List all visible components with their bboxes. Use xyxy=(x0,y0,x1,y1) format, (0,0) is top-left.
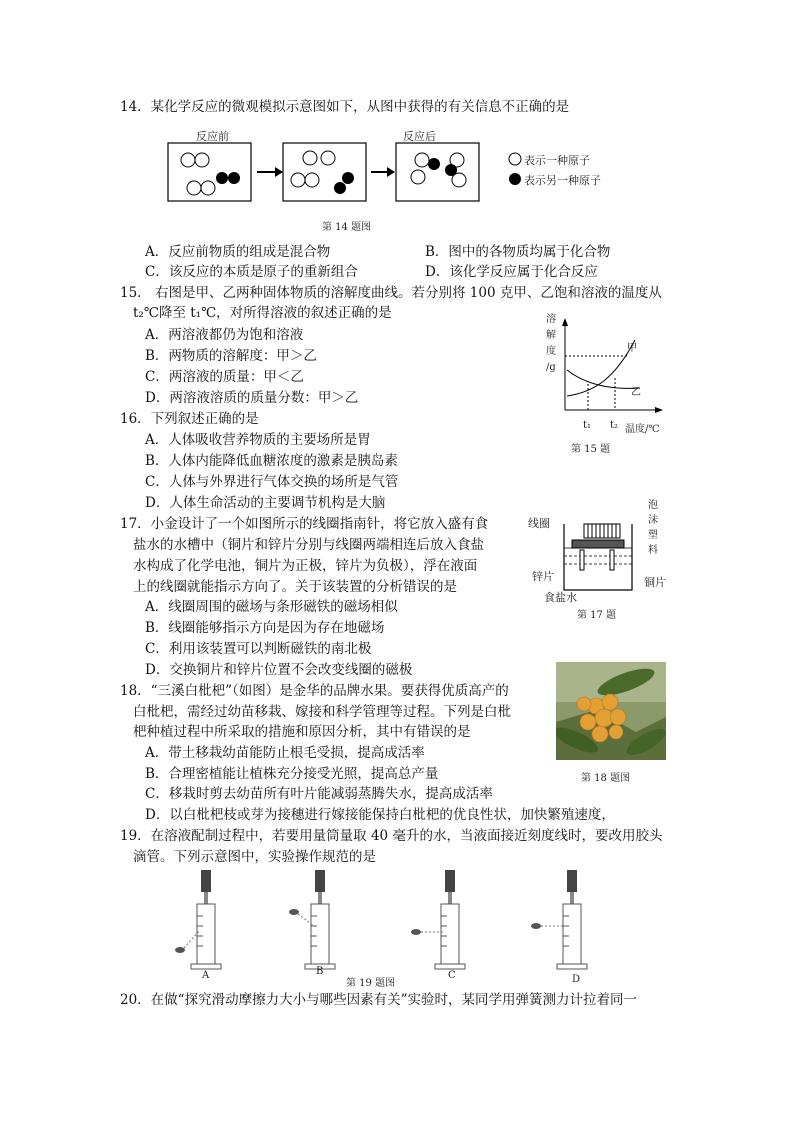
q15-curve-jia-label: 甲 xyxy=(627,343,637,354)
q16-opt-d: D．人体生命活动的主要调节机构是大脑 xyxy=(145,495,386,511)
q17-stem-3: 水构成了化学电池，铜片为正极，锌片为负极），浮在液面 xyxy=(133,558,478,574)
q14-legend1: 表示一种原子 xyxy=(524,154,590,167)
q15-opt-b: B．两物质的溶解度：甲＞乙 xyxy=(145,348,317,364)
q17-opt-c: C．利用该装置可以判断磁铁的南北极 xyxy=(145,641,372,657)
q15-ylabel-3: /g xyxy=(546,362,556,373)
q15-stem-1: 15. 右图是甲、乙两种固体物质的溶解度曲线。若分别将 100 克甲、乙饱和溶液的温度从 xyxy=(120,285,662,301)
q17-caption: 第 17 题 xyxy=(577,610,617,621)
q15-xlabel: 温度/℃ xyxy=(625,424,660,435)
q19-label-c: C xyxy=(448,970,456,981)
q17-label-coil: 线圈 xyxy=(528,517,550,530)
q15-tick-t2: t₂ xyxy=(610,420,619,431)
q16-opt-a: A．人体吸收营养物质的主要场所是胃 xyxy=(145,432,371,448)
q17-label-foam-0: 泡 xyxy=(648,500,658,511)
q17-coil-compass-diagram xyxy=(560,518,640,598)
q15-opt-a: A．两溶液都仍为饱和溶液 xyxy=(145,327,304,343)
q15-stem-2: t₂℃降至 t₁℃，对所得溶液的叙述正确的是 xyxy=(133,305,392,321)
q14-opt-d: D．该化学反应属于化合反应 xyxy=(425,264,598,280)
q17-opt-b: B．线圈能够指示方向是因为存在地磁场 xyxy=(145,620,385,636)
q15-opt-d: D．两溶液溶质的质量分数：甲＞乙 xyxy=(145,390,359,406)
q15-tick-t1: t₁ xyxy=(583,420,592,431)
q18-opt-d: D．以白枇杷枝或芽为接穗进行嫁接能保持白枇杷的优良性状，加快繁殖速度， xyxy=(145,807,615,823)
q16-opt-b: B．人体内能降低血糖浓度的激素是胰岛素 xyxy=(145,453,398,469)
q14-opt-a: A．反应前物质的组成是混合物 xyxy=(145,244,331,260)
q17-opt-d: D．交换铜片和锌片位置不会改变线圈的磁极 xyxy=(145,662,413,678)
q14-opt-c: C．该反应的本质是原子的重新组合 xyxy=(145,264,358,280)
q14-reaction-diagram xyxy=(165,140,510,206)
q18-stem-2: 白枇杷，需经过幼苗移栽、嫁接和科学管理等过程。下列是白枇 xyxy=(133,704,511,720)
q17-label-foam-2: 塑 xyxy=(648,530,658,541)
q18-opt-c: C．移栽时剪去幼苗所有叶片能减弱蒸腾失水，提高成活率 xyxy=(145,786,493,802)
q19-caption: 第 19 题图 xyxy=(346,978,396,989)
q20-stem: 20．在做“探究滑动摩擦力大小与哪些因素有关”实验时，某同学用弹簧测力计拉着同一 xyxy=(120,992,637,1008)
q14-legend-white-atom-icon xyxy=(508,152,522,166)
q19-stem-1: 19．在溶液配制过程中，若要用量筒量取 40 毫升的水，当液面接近刻度线时，要改用胶头 xyxy=(120,828,663,844)
q17-label-foam-3: 料 xyxy=(648,545,658,556)
q17-label-foam-1: 沫 xyxy=(648,515,658,526)
q19-label-d: D xyxy=(572,974,581,985)
q15-ylabel-2: 度 xyxy=(546,346,556,357)
q19-stem-2: 滴管。下列示意图中，实验操作规范的是 xyxy=(133,849,376,865)
q15-solubility-chart xyxy=(555,318,665,418)
q17-stem-2: 盐水的水槽中（铜片和锌片分别与线圈两端相连后放入食盐 xyxy=(133,537,484,553)
q18-stem-1: 18．“三溪白枇杷”（如图）是金华的品牌水果。要获得优质高产的 xyxy=(120,683,509,699)
q17-stem-1: 17．小金设计了一个如图所示的线圈指南针，将它放入盛有食 xyxy=(120,516,489,532)
q16-opt-c: C．人体与外界进行气体交换的场所是气管 xyxy=(145,474,399,490)
q15-opt-c: C．两溶液的质量：甲＜乙 xyxy=(145,369,304,385)
q15-ylabel-0: 溶 xyxy=(546,314,556,325)
q14-opt-b: B．图中的各物质均属于化合物 xyxy=(425,244,611,260)
q17-opt-a: A．线圈周围的磁场与条形磁铁的磁场相似 xyxy=(145,599,398,615)
q17-label-copper: 铜片 xyxy=(644,576,666,589)
q17-label-foam xyxy=(648,498,658,558)
q19-label-a: A xyxy=(202,970,210,981)
q18-loquat-photo xyxy=(556,662,666,760)
q15-ylabel-1: 解 xyxy=(546,330,556,341)
q18-opt-b: B．合理密植能让植株充分接受光照，提高总产量 xyxy=(145,766,439,782)
q18-stem-3: 杷种植过程中所采取的措施和原因分析，其中有错误的是 xyxy=(133,724,471,740)
q14-label-after: 反应后 xyxy=(403,130,436,143)
q15-caption: 第 15 题 xyxy=(571,444,611,455)
q17-label-zinc: 锌片 xyxy=(532,570,554,583)
q14-legend-black-atom-icon xyxy=(508,172,522,186)
q15-curve-yi-label: 乙 xyxy=(631,387,641,398)
q18-opt-a: A．带土移栽幼苗能防止根毛受损，提高成活率 xyxy=(145,745,425,761)
q17-label-salt: 食盐水 xyxy=(544,591,577,604)
q14-stem: 14．某化学反应的微观模拟示意图如下，从图中获得的有关信息不正确的是 xyxy=(120,99,570,115)
q14-label-before: 反应前 xyxy=(196,130,229,143)
q14-caption: 第 14 题图 xyxy=(322,222,372,233)
q17-stem-4: 上的线圈就能指示方向了。关于该装置的分析错误的是 xyxy=(133,579,457,595)
q16-stem: 16．下列叙述正确的是 xyxy=(120,411,259,427)
q14-legend2: 表示另一种原子 xyxy=(524,174,601,187)
q18-caption: 第 18 题图 xyxy=(581,773,631,784)
q19-label-b: B xyxy=(316,966,324,977)
